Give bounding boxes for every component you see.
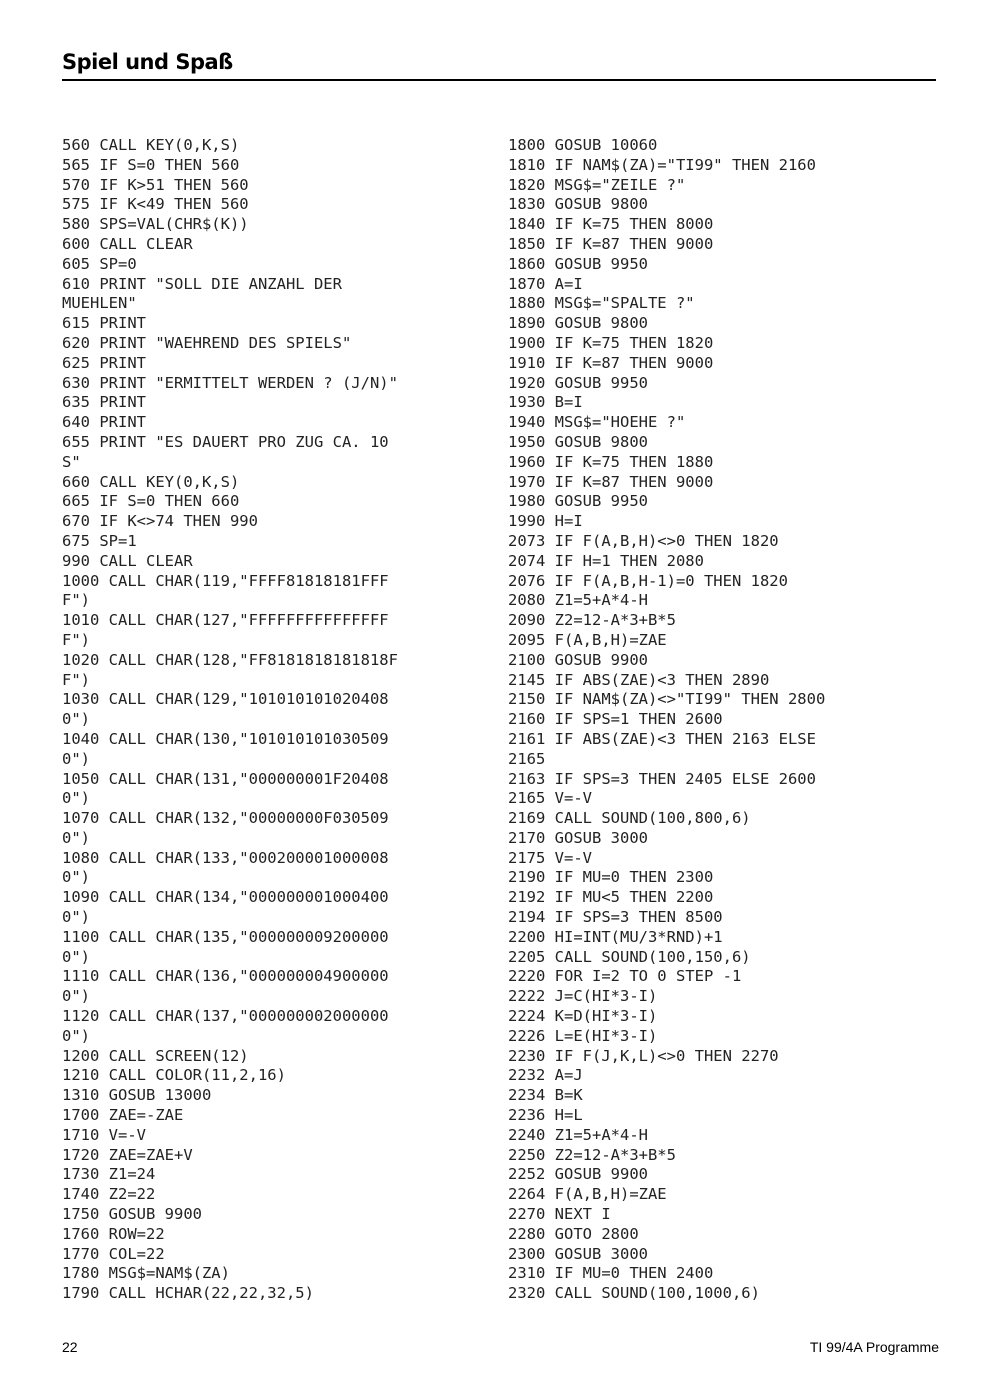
code-line: 1960 IF K=75 THEN 1880 (508, 452, 714, 471)
code-line: 2226 L=E(HI*3-I) (508, 1026, 658, 1045)
code-line: 2076 IF F(A,B,H-1)=0 THEN 1820 (508, 571, 788, 590)
code-line: 2170 GOSUB 3000 (508, 828, 648, 847)
code-line: 2310 IF MU=0 THEN 2400 (508, 1264, 714, 1283)
code-line: 1750 GOSUB 9900 (62, 1205, 202, 1224)
code-line: 1700 ZAE=-ZAE (62, 1106, 184, 1125)
code-line: F") (62, 670, 90, 689)
code-line: 2320 CALL SOUND(100,1000,6) (508, 1284, 760, 1303)
code-line: 600 CALL CLEAR (62, 234, 193, 253)
code-line: 1870 A=I (508, 274, 583, 293)
code-line: 0") (62, 828, 90, 847)
code-line: 1080 CALL CHAR(133,"000200001000008 (62, 848, 389, 867)
code-line: 635 PRINT (62, 393, 146, 412)
code-line: 2160 IF SPS=1 THEN 2600 (508, 710, 723, 729)
code-line: 2236 H=L (508, 1106, 583, 1125)
code-listing-left-column (62, 136, 492, 1304)
code-line: 2100 GOSUB 9900 (508, 650, 648, 669)
code-line: 1810 IF NAM$(ZA)="TI99" THEN 2160 (508, 155, 816, 174)
code-line: 2190 IF MU=0 THEN 2300 (508, 868, 714, 887)
code-line: 1910 IF K=87 THEN 9000 (508, 353, 714, 372)
code-line: MUEHLEN" (62, 294, 137, 313)
code-line: 2095 F(A,B,H)=ZAE (508, 630, 667, 649)
code-line: 2192 IF MU<5 THEN 2200 (508, 888, 714, 907)
code-line: 1040 CALL CHAR(130,"101010101030509 (62, 729, 389, 748)
code-line: 1100 CALL CHAR(135,"000000009200000 (62, 927, 389, 946)
code-line: 2300 GOSUB 3000 (508, 1244, 648, 1263)
code-line: 2145 IF ABS(ZAE)<3 THEN 2890 (508, 670, 770, 689)
code-line: 2090 Z2=12-A*3+B*5 (508, 611, 676, 630)
code-line: 2080 Z1=5+A*4-H (508, 591, 648, 610)
code-line: 0") (62, 987, 90, 1006)
code-line: 2161 IF ABS(ZAE)<3 THEN 2163 ELSE (508, 729, 816, 748)
code-line: 1840 IF K=75 THEN 8000 (508, 215, 714, 234)
code-line: 2074 IF H=1 THEN 2080 (508, 551, 704, 570)
code-line: 1800 GOSUB 10060 (508, 136, 658, 154)
code-line: 0") (62, 908, 90, 927)
code-line: 1310 GOSUB 13000 (62, 1086, 212, 1105)
code-line: 1780 MSG$=NAM$(ZA) (62, 1264, 230, 1283)
code-line: 630 PRINT "ERMITTELT WERDEN ? (J/N)" (62, 373, 398, 392)
code-line: 620 PRINT "WAEHREND DES SPIELS" (62, 333, 352, 352)
code-line: 2234 B=K (508, 1086, 583, 1105)
code-line: 2250 Z2=12-A*3+B*5 (508, 1145, 676, 1164)
code-line: 1820 MSG$="ZEILE ?" (508, 175, 686, 194)
code-line: 2240 Z1=5+A*4-H (508, 1125, 648, 1144)
code-line: 1000 CALL CHAR(119,"FFFF81818181FFF (62, 571, 389, 590)
code-line: 2200 HI=INT(MU/3*RND)+1 (508, 927, 723, 946)
code-line: 0") (62, 710, 90, 729)
code-line: 1950 GOSUB 9800 (508, 432, 648, 451)
page-number: 22 (62, 1339, 78, 1355)
code-line: 1860 GOSUB 9950 (508, 254, 648, 273)
code-line: 1770 COL=22 (62, 1244, 165, 1263)
code-line: 1830 GOSUB 9800 (508, 195, 648, 214)
code-line: 575 IF K<49 THEN 560 (62, 195, 249, 214)
code-line: 570 IF K>51 THEN 560 (62, 175, 249, 194)
code-line: 1050 CALL CHAR(131,"000000001F20408 (62, 769, 389, 788)
code-line: 1710 V=-V (62, 1125, 146, 1144)
code-line: 1730 Z1=24 (62, 1165, 156, 1184)
code-line: 2252 GOSUB 9900 (508, 1165, 648, 1184)
code-line: 605 SP=0 (62, 254, 137, 273)
code-line: 1970 IF K=87 THEN 9000 (508, 472, 714, 491)
code-line: 1890 GOSUB 9800 (508, 314, 648, 333)
code-line: 660 CALL KEY(0,K,S) (62, 472, 240, 491)
code-line: 670 IF K<>74 THEN 990 (62, 512, 258, 531)
code-line: 1940 MSG$="HOEHE ?" (508, 413, 686, 432)
code-line: 1790 CALL HCHAR(22,22,32,5) (62, 1284, 314, 1303)
code-line: 1900 IF K=75 THEN 1820 (508, 333, 714, 352)
code-line: 2232 A=J (508, 1066, 583, 1085)
code-line: 0") (62, 1026, 90, 1045)
code-line: 1760 ROW=22 (62, 1224, 165, 1243)
code-line: 0") (62, 789, 90, 808)
code-line: 1120 CALL CHAR(137,"000000002000000 (62, 1007, 389, 1026)
code-line: 675 SP=1 (62, 531, 137, 550)
code-line: 2150 IF NAM$(ZA)<>"TI99" THEN 2800 (508, 690, 826, 709)
code-line: 580 SPS=VAL(CHR$(K)) (62, 215, 249, 234)
code-line: 1980 GOSUB 9950 (508, 492, 648, 511)
code-line: F") (62, 591, 90, 610)
code-line: 990 CALL CLEAR (62, 551, 193, 570)
code-listing-right-column (508, 136, 938, 1304)
code-line: 2280 GOTO 2800 (508, 1224, 639, 1243)
code-line: 2175 V=-V (508, 848, 592, 867)
code-line: 1720 ZAE=ZAE+V (62, 1145, 193, 1164)
code-line: 565 IF S=0 THEN 560 (62, 155, 240, 174)
code-line: 2205 CALL SOUND(100,150,6) (508, 947, 751, 966)
code-line: F") (62, 630, 90, 649)
code-line: S" (62, 452, 81, 471)
book-title: TI 99/4A Programme (809, 1339, 939, 1355)
code-line: 1090 CALL CHAR(134,"000000001000400 (62, 888, 389, 907)
code-line: 2222 J=C(HI*3-I) (508, 987, 658, 1006)
code-line: 1200 CALL SCREEN(12) (62, 1046, 249, 1065)
code-line: 1210 CALL COLOR(11,2,16) (62, 1066, 286, 1085)
page-header-title: Spiel und Spaß (62, 50, 233, 74)
code-line: 0") (62, 868, 90, 887)
code-line: 1020 CALL CHAR(128,"FF8181818181818F (62, 650, 398, 669)
code-line: 2163 IF SPS=3 THEN 2405 ELSE 2600 (508, 769, 816, 788)
code-line: 655 PRINT "ES DAUERT PRO ZUG CA. 10 (62, 432, 389, 451)
code-line: 2220 FOR I=2 TO 0 STEP -1 (508, 967, 742, 986)
code-line: 2165 V=-V (508, 789, 592, 808)
code-line: 560 CALL KEY(0,K,S) (62, 136, 240, 154)
code-line: 0") (62, 749, 90, 768)
code-line: 1070 CALL CHAR(132,"00000000F030509 (62, 809, 389, 828)
code-line: 2224 K=D(HI*3-I) (508, 1007, 658, 1026)
code-line: 2194 IF SPS=3 THEN 8500 (508, 908, 723, 927)
code-line: 2073 IF F(A,B,H)<>0 THEN 1820 (508, 531, 779, 550)
code-line: 1740 Z2=22 (62, 1185, 156, 1204)
code-line: 1110 CALL CHAR(136,"000000004900000 (62, 967, 389, 986)
code-line: 2264 F(A,B,H)=ZAE (508, 1185, 667, 1204)
code-line: 1930 B=I (508, 393, 583, 412)
code-line: 1850 IF K=87 THEN 9000 (508, 234, 714, 253)
code-line: 640 PRINT (62, 413, 146, 432)
code-line: 665 IF S=0 THEN 660 (62, 492, 240, 511)
code-line: 2230 IF F(J,K,L)<>0 THEN 2270 (508, 1046, 779, 1065)
code-line: 1030 CALL CHAR(129,"101010101020408 (62, 690, 389, 709)
code-line: 615 PRINT (62, 314, 146, 333)
code-line: 1920 GOSUB 9950 (508, 373, 648, 392)
code-line: 2270 NEXT I (508, 1205, 611, 1224)
code-line: 610 PRINT "SOLL DIE ANZAHL DER (62, 274, 342, 293)
code-line: 2169 CALL SOUND(100,800,6) (508, 809, 751, 828)
code-line: 1990 H=I (508, 512, 583, 531)
code-line: 2165 (508, 749, 546, 768)
header-divider (62, 79, 936, 81)
code-line: 1010 CALL CHAR(127,"FFFFFFFFFFFFFFF (62, 611, 389, 630)
code-line: 1880 MSG$="SPALTE ?" (508, 294, 695, 313)
code-line: 625 PRINT (62, 353, 146, 372)
code-line: 0") (62, 947, 90, 966)
